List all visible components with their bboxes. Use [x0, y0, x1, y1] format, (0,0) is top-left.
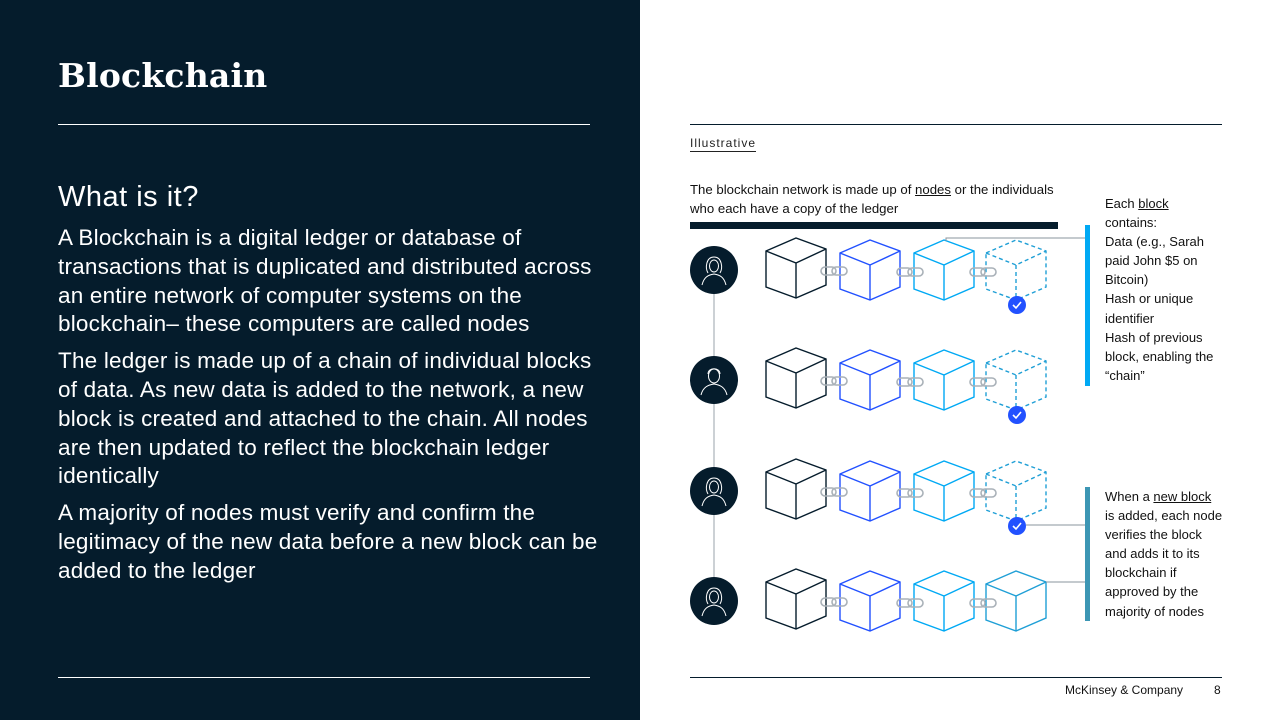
diagram-intro	[690, 180, 1060, 218]
node-avatar	[690, 246, 738, 294]
chain-link	[821, 598, 847, 606]
chain-link	[821, 488, 847, 496]
ledger-block	[766, 348, 826, 408]
paragraph-1: A Blockchain is a digital ledger or database of transactions that is duplicated and distributed across an entire network of computer systems on the blockchain– these computers are called nodes	[58, 225, 592, 337]
chain-link	[897, 599, 923, 607]
callout-bar-new-block	[1085, 487, 1090, 621]
check-circle	[1008, 296, 1026, 314]
chain-link	[897, 378, 923, 386]
new-block-callout-prefix: When a	[1105, 489, 1154, 504]
node-avatar	[690, 467, 738, 515]
callout-bar-block	[1085, 225, 1090, 386]
body-text	[58, 224, 598, 594]
block-contents-callout	[1105, 194, 1223, 385]
ledger-block	[840, 240, 900, 300]
block-item-hash: Hash or unique identifier	[1105, 291, 1194, 326]
ledger-block	[766, 238, 826, 298]
illustrative-label: Illustrative	[690, 136, 757, 150]
chain-link	[821, 267, 847, 275]
node-avatar	[690, 577, 738, 625]
new-block-callout-text	[1105, 487, 1223, 621]
intro-text-end: or the individuals who each have a copy of the ledger	[690, 182, 1054, 216]
bottom-divider	[58, 677, 590, 678]
footer-brand: McKinsey & Company	[1065, 683, 1184, 697]
ledger-block	[840, 461, 900, 521]
verified-check-icon	[1008, 406, 1026, 424]
chain-link	[897, 268, 923, 276]
check-circle	[1008, 517, 1026, 535]
paragraph-3: A majority of nodes must verify and confirm the legitimacy of the new data before a new block can be added to the ledger	[58, 500, 598, 583]
block-item-data: Data (e.g., Sarah paid John $5 on Bitcoin)	[1105, 234, 1204, 288]
nodes-term: nodes	[915, 182, 951, 197]
paragraph-2: The ledger is made up of a chain of individual blocks of data. As new data is added to the network, a new block is created and attached to the chain. All nodes are then updated to reflect the blockchain ledger identically	[58, 348, 592, 489]
avatar-circle	[690, 246, 738, 294]
avatar-circle	[690, 577, 738, 625]
node-row	[690, 348, 1046, 424]
check-circle	[1008, 406, 1026, 424]
ledger-block	[840, 571, 900, 631]
verified-check-icon	[1008, 296, 1026, 314]
block-callout-heading	[1105, 194, 1223, 213]
intro-text-start: The blockchain network is made up of	[690, 182, 916, 197]
page-number: 8	[1214, 683, 1221, 697]
verified-check-icon	[1008, 517, 1026, 535]
node-row	[690, 238, 1046, 314]
ledger-block	[840, 350, 900, 410]
new-block-callout	[1105, 487, 1223, 621]
new-block-term: new block	[1153, 489, 1212, 504]
node-avatar	[690, 356, 738, 404]
chain-link	[821, 377, 847, 385]
block-leader-line	[946, 238, 1085, 241]
ledger-block	[766, 459, 826, 519]
title-divider	[58, 124, 590, 125]
section-heading: What is it?	[58, 181, 199, 213]
avatar-circle	[690, 356, 738, 404]
block-term: block	[1138, 196, 1169, 211]
block-item-previous-hash: Hash of previous block, enabling the “chain”	[1105, 329, 1214, 383]
footer-divider	[690, 677, 1222, 678]
block-callout-contains: contains:	[1105, 215, 1158, 231]
ledger-block	[766, 569, 826, 629]
new-block-callout-suffix: is added, each node verifies the block and adds it to its blockchain if approved by the majority of nodes	[1105, 508, 1223, 619]
slide-title: Blockchain	[58, 56, 268, 95]
right-top-divider	[690, 124, 1222, 125]
block-callout-prefix: Each	[1105, 196, 1139, 211]
node-row	[690, 569, 1046, 631]
chain-link	[897, 489, 923, 497]
avatar-circle	[690, 467, 738, 515]
node-row	[690, 459, 1046, 535]
